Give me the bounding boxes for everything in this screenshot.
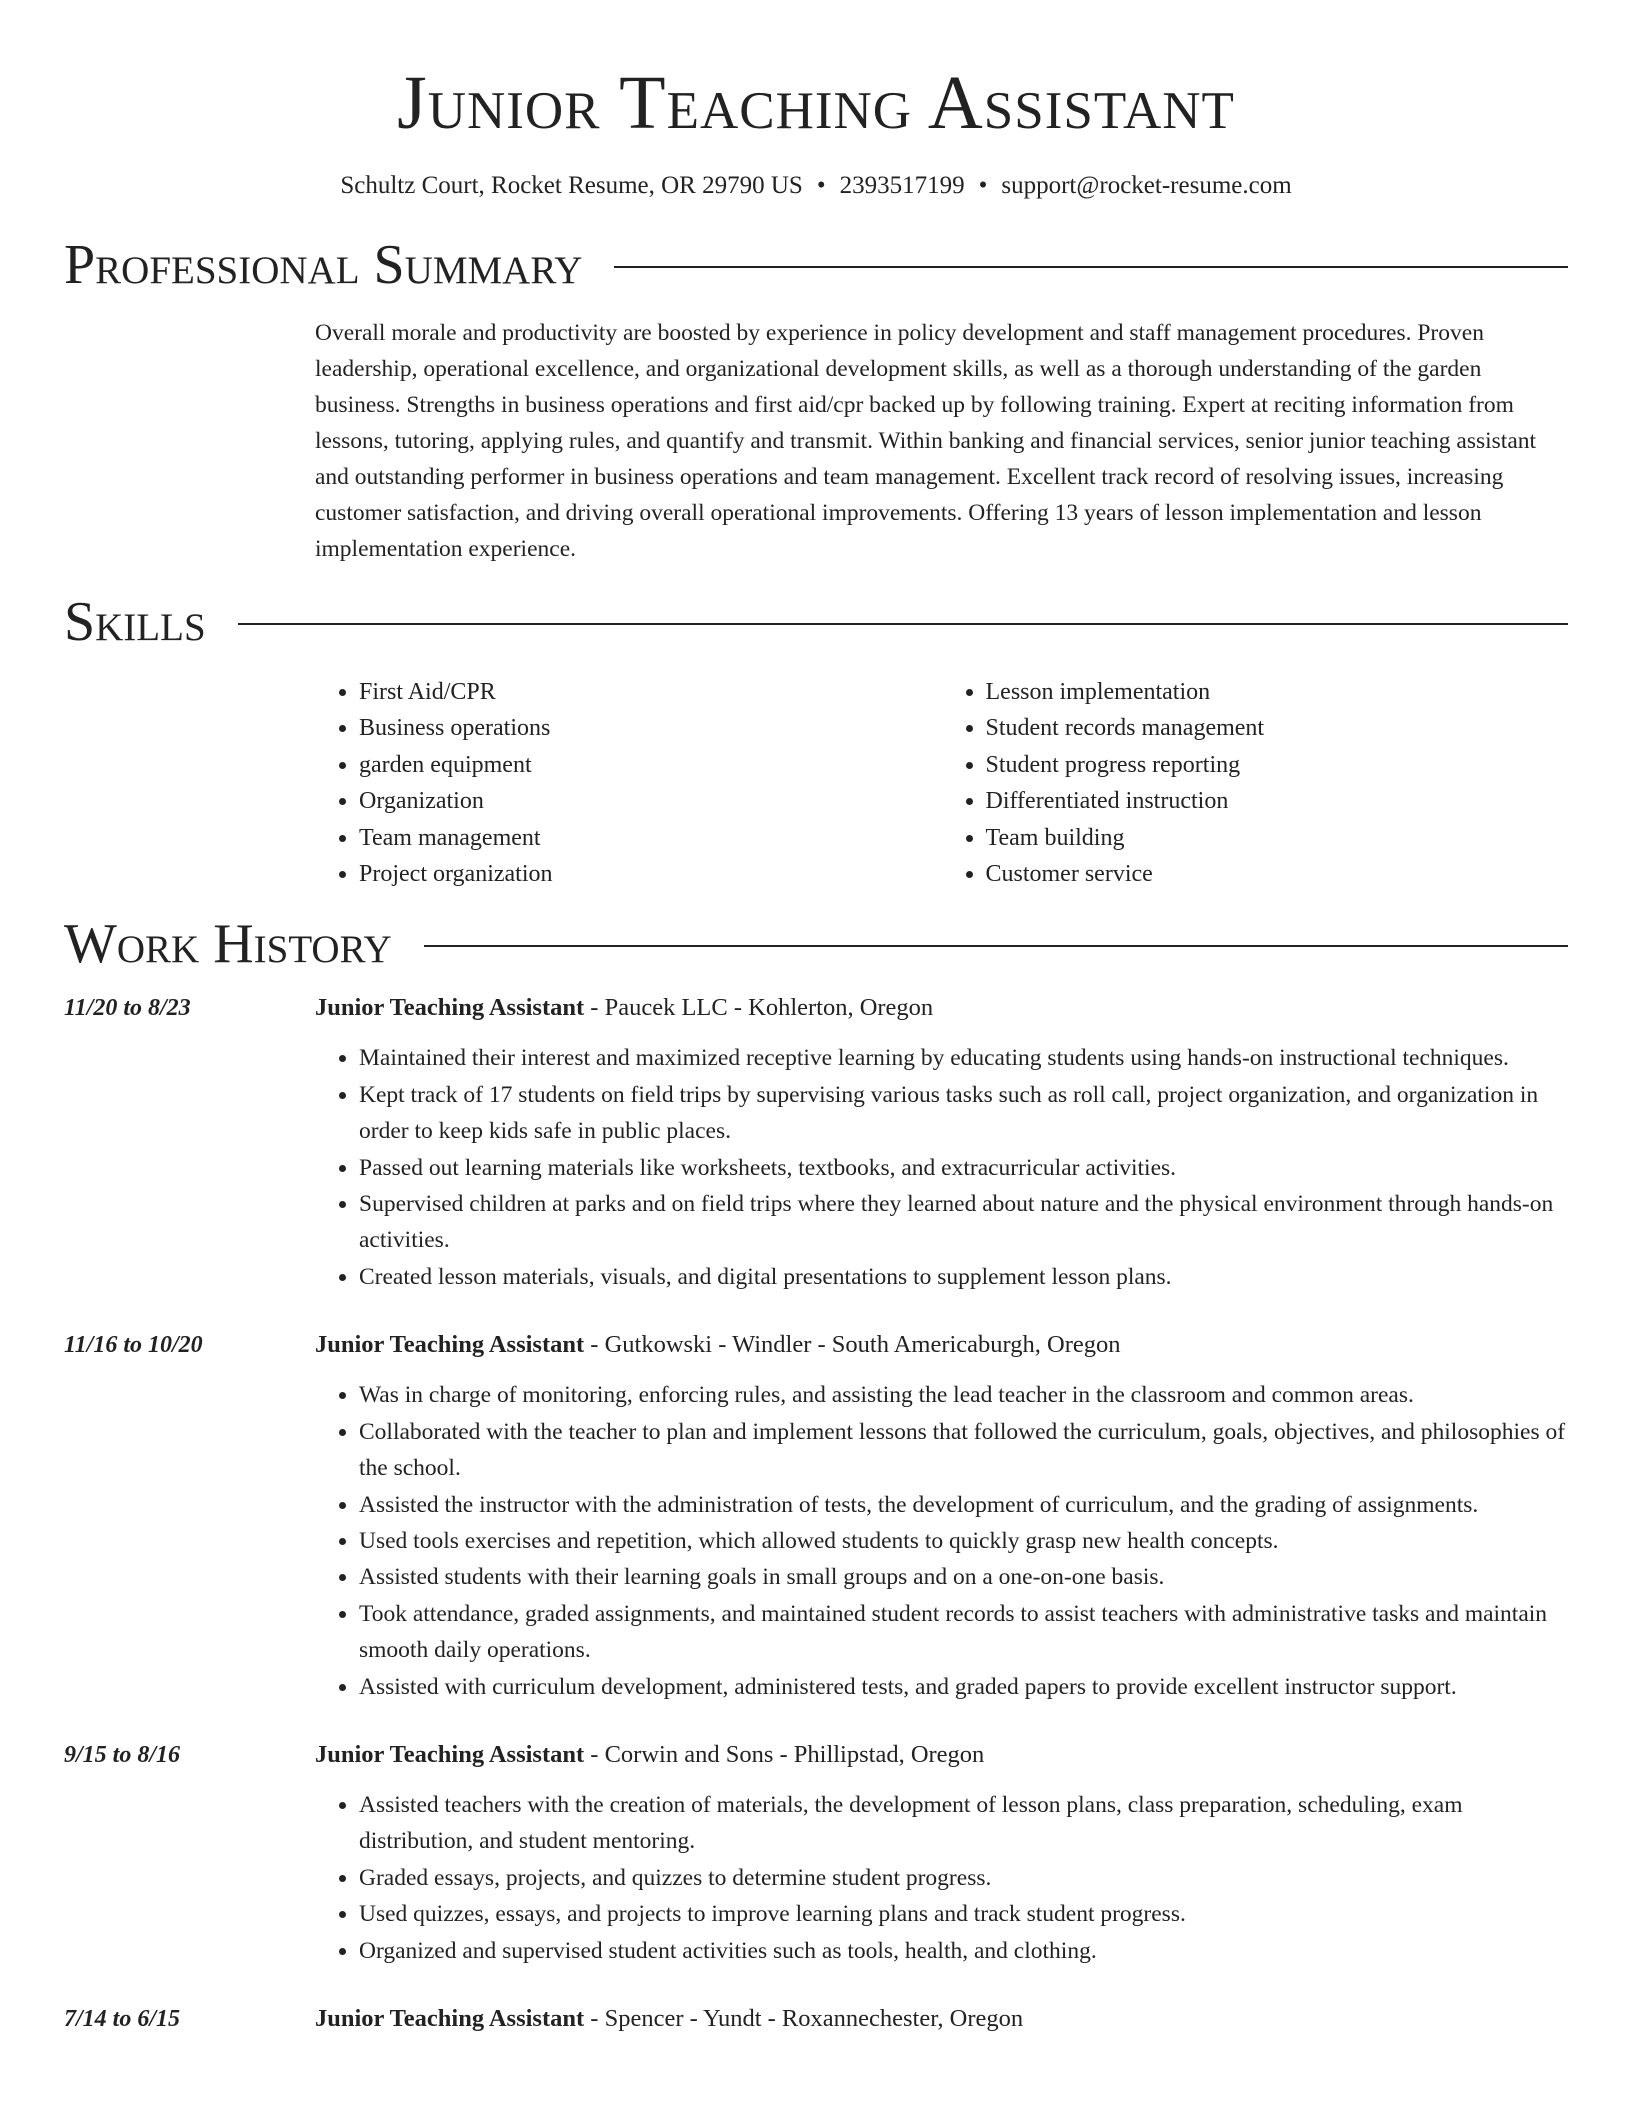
job-title: Junior Teaching Assistant [315, 1740, 585, 1768]
job-entry [64, 990, 1568, 1295]
job-title-line [315, 1737, 1568, 1773]
skill-item: • First Aid/CPR [359, 674, 942, 710]
section-divider [614, 266, 1568, 268]
job-bullet: • Collaborated with the teacher to plan and implement lessons that followed the curriculum, goals, objectives, and philosophies of the school. [359, 1414, 1568, 1487]
contact-email: support@rocket-resume.com [1001, 172, 1292, 199]
job-bullet: • Supervised children at parks and on field trips where they learned about nature and the physical environment through hands-on activities. [359, 1186, 1568, 1259]
job-bullet: • Organized and supervised student activities such as tools, health, and clothing. [359, 1933, 1568, 1969]
job-bullet: • Assisted teachers with the creation of materials, the development of lesson plans, class preparation, scheduling, exam distribution, and student mentoring. [359, 1787, 1568, 1860]
job-bullet: • Used tools exercises and repetition, which allowed students to quickly grasp new health concepts. [359, 1523, 1568, 1559]
job-bullet: • Kept track of 17 students on field trips by supervising various tasks such as roll call, project organization, and organization in order to keep kids safe in public places. [359, 1077, 1568, 1150]
job-details [315, 2001, 1568, 2037]
summary-heading: Professional Summary [64, 234, 583, 296]
job-employer: - Paucek LLC - Kohlerton, Oregon [584, 994, 934, 1022]
job-bullet: • Maintained their interest and maximized receptive learning by educating students using hands-on instructional techniques. [359, 1040, 1568, 1076]
skills-list [315, 674, 1568, 892]
job-entry [64, 1327, 1568, 1705]
skills-column-2 [942, 674, 1569, 892]
skills-section-header [64, 590, 1568, 654]
job-employer: - Gutkowski - Windler - South Americaburgh, Oregon [584, 1331, 1121, 1359]
skills-column-1 [315, 674, 942, 892]
skill-item: • Customer service [986, 856, 1569, 892]
skill-item: • Lesson implementation [986, 674, 1569, 710]
skill-item: • Project organization [359, 856, 942, 892]
job-bullets [315, 1040, 1568, 1295]
contact-address: Schultz Court, Rocket Resume, OR 29790 US [340, 172, 803, 199]
summary-paragraph: Overall morale and productivity are boosted by experience in policy development and staff management procedures. Proven leadership, operational excellence, and organizational development skills, as well as a thorough understanding of the garden business. Strengths in business operations and first aid/cpr backed up by following training. Expert at reciting information from lessons, tutoring, applying rules, and quantify and transmit. Within banking and financial services, senior junior teaching assistant and outstanding performer in business operations and team management. Excellent track record of resolving issues, increasing customer satisfaction, and driving overall operational improvements. Offering 13 years of lesson implementation and lesson implementation experience. [315, 320, 1537, 562]
job-details [315, 1737, 1568, 1969]
section-divider [238, 623, 1568, 625]
skill-item: • garden equipment [359, 747, 942, 783]
job-bullets [315, 1377, 1568, 1705]
skills-heading: Skills [64, 591, 206, 653]
skill-item: • Team building [986, 820, 1569, 856]
job-entry [64, 2001, 1568, 2037]
skill-item: • Student records management [986, 710, 1569, 746]
job-employer: - Spencer - Yundt - Roxannechester, Oregon [584, 2004, 1024, 2032]
skill-item: • Business operations [359, 710, 942, 746]
job-employer: - Corwin and Sons - Phillipstad, Oregon [584, 1740, 985, 1768]
job-dates: 11/20 to 8/23 [64, 995, 191, 1022]
skill-item: • Organization [359, 783, 942, 819]
job-bullets [315, 1787, 1568, 1969]
skill-item: • Differentiated instruction [986, 783, 1569, 819]
work-section-header [64, 912, 1568, 976]
job-bullet: • Assisted students with their learning goals in small groups and on a one-on-one basis. [359, 1559, 1568, 1595]
job-bullet: • Was in charge of monitoring, enforcing rules, and assisting the lead teacher in the classroom and common areas. [359, 1377, 1568, 1413]
work-heading: Work History [64, 913, 392, 976]
contact-separator: • [978, 172, 988, 199]
job-title: Junior Teaching Assistant [315, 2004, 585, 2032]
job-bullet: • Took attendance, graded assignments, and maintained student records to assist teachers with administrative tasks and maintain smooth daily operations. [359, 1596, 1568, 1669]
job-title-line [315, 1327, 1568, 1363]
summary-section-header [64, 233, 1568, 297]
job-bullet: • Graded essays, projects, and quizzes to determine student progress. [359, 1860, 1568, 1896]
section-divider [424, 945, 1568, 947]
contact-phone: 2393517199 [839, 172, 965, 199]
job-bullet: • Passed out learning materials like worksheets, textbooks, and extracurricular activities. [359, 1150, 1568, 1186]
skill-item: • Team management [359, 820, 942, 856]
job-bullet: • Used quizzes, essays, and projects to improve learning plans and track student progress. [359, 1896, 1568, 1932]
job-dates: 11/16 to 10/20 [64, 1332, 203, 1359]
job-title-line [315, 2001, 1568, 2037]
job-title: Junior Teaching Assistant [315, 1331, 585, 1359]
job-details [315, 1327, 1568, 1705]
contact-separator: • [816, 172, 826, 199]
resume-page [64, 0, 1568, 2037]
job-bullet: • Assisted with curriculum development, administered tests, and graded papers to provide excellent instructor support. [359, 1669, 1568, 1705]
job-title: Junior Teaching Assistant [315, 994, 585, 1022]
job-dates: 7/14 to 6/15 [64, 2005, 181, 2032]
job-bullet: • Assisted the instructor with the administration of tests, the development of curriculum, and the grading of assignments. [359, 1487, 1568, 1523]
job-bullet: • Created lesson materials, visuals, and digital presentations to supplement lesson plans. [359, 1259, 1568, 1295]
job-title-line [315, 990, 1568, 1026]
resume-name-heading: Junior Teaching Assistant [397, 61, 1235, 145]
job-dates: 9/15 to 8/16 [64, 1741, 181, 1768]
job-entry [64, 1737, 1568, 1969]
contact-line [64, 170, 1568, 202]
job-details [315, 990, 1568, 1295]
skill-item: • Student progress reporting [986, 747, 1569, 783]
